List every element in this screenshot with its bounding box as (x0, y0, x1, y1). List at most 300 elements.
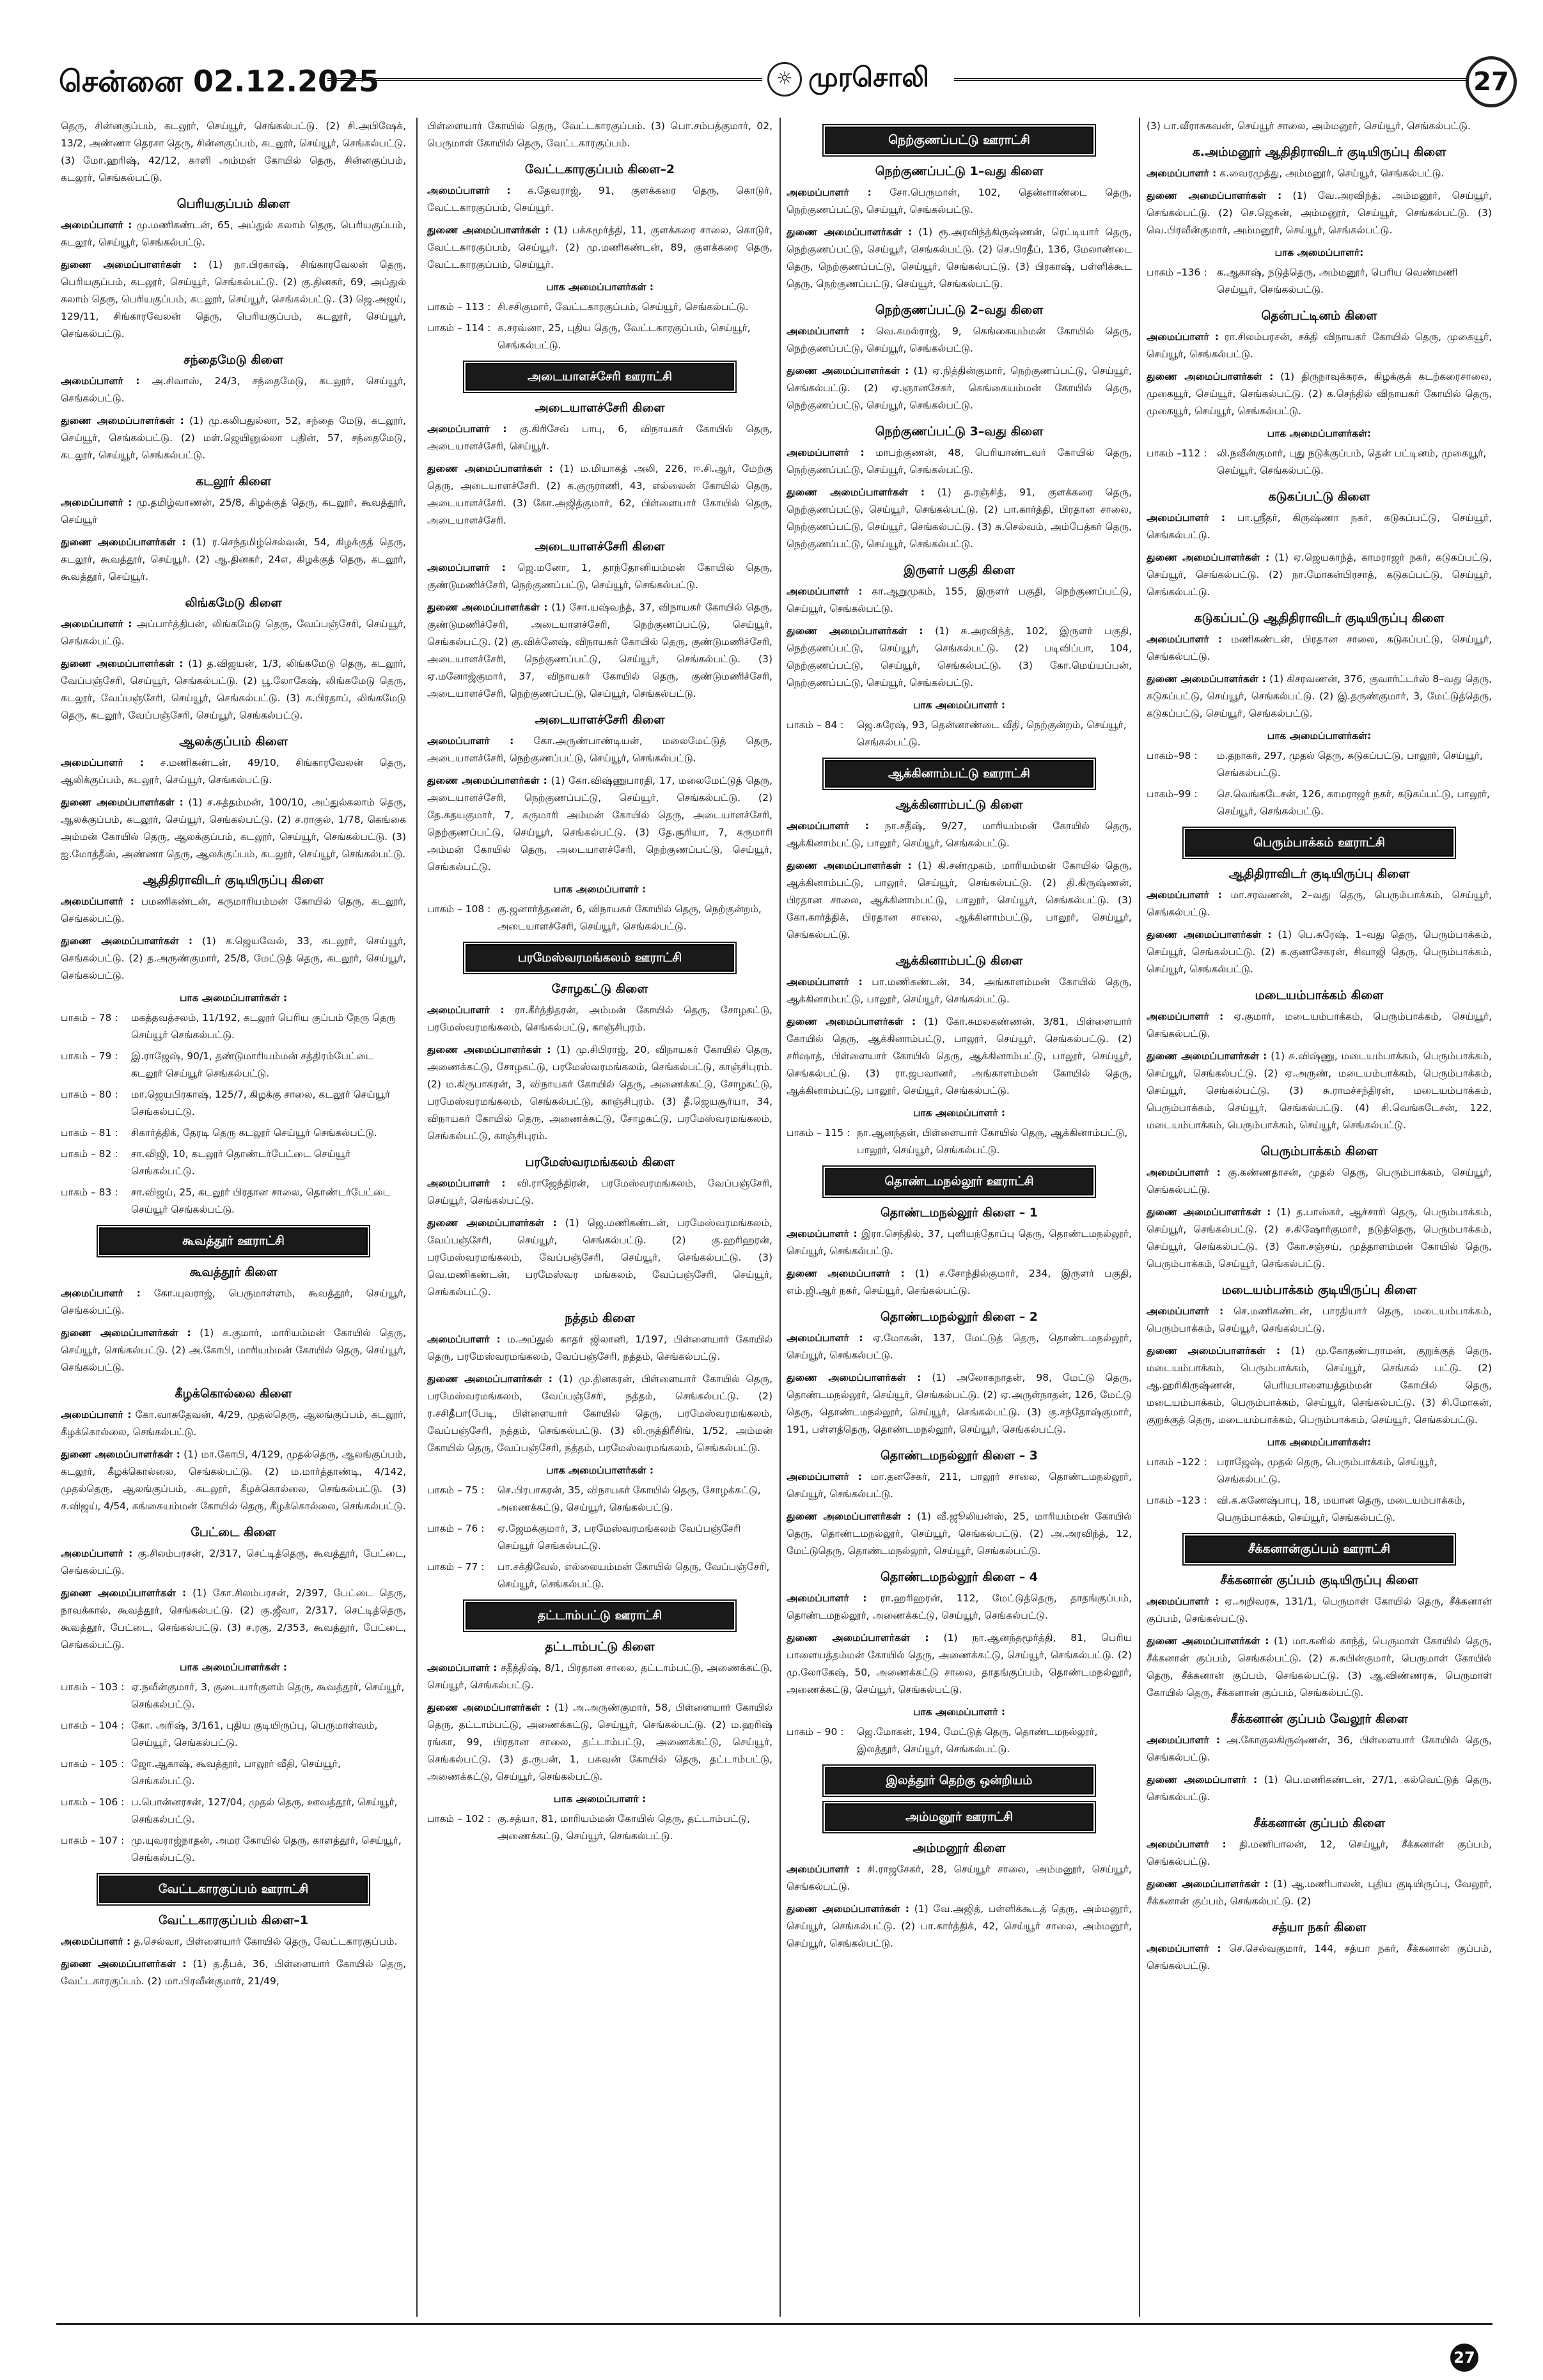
role-label: அமைப்பாளர் : (787, 586, 863, 597)
entry-paragraph (1147, 926, 1492, 978)
branch-heading: சத்யா நகர் கிளை (1272, 1920, 1367, 1934)
ward-row (427, 320, 772, 354)
subheading: பாக அமைப்பாளர்கள் : (545, 1465, 654, 1476)
branch-heading: ஆக்கினாம்பட்டு கிளை (895, 798, 1023, 812)
entry-paragraph (1147, 509, 1492, 544)
entry-paragraph (787, 1629, 1132, 1699)
entry-paragraph (427, 599, 772, 703)
entry-paragraph (61, 373, 406, 407)
ward-text: கோ. அரிஷ், 3/161, புதிய குடியிருப்பு, பெருமாள்வம், செய்யூர், செங்கல்பட்டு. (131, 1720, 378, 1748)
ward-label: பாகம் –122 : (1147, 1456, 1207, 1468)
role-label: அமைப்பாளர் : (1147, 1167, 1221, 1178)
entry-text: மா.தனசேகர், 211, பாலூர் சாலை, தொண்டமநல்லூர், செய்யூர், செங்கல்பட்டு. (787, 1471, 1132, 1500)
ward-row (1147, 264, 1492, 299)
entry-paragraph (61, 1933, 406, 1950)
entry-text: வெ.கமல்ராஜ், 9, கெங்கையம்மன் கோயில் தெரு, நெற்குணப்பட்டு, செய்யூர், செங்கல்பட்டு. (787, 325, 1132, 354)
entry-paragraph (787, 1901, 1132, 1952)
entry-text: (1) அலோகநாதன், 98, மேட்டு தெரு, தொண்டமநல்லூர், செய்யூர், செங்கல்பட்டு. (2) ஏ.அருள்நாதன், 126, மேட்டு தெரு, தொண்டமநல்லூர், செய்யூர், செங்கல்பட்டு. (3) கு.சந்தோஷ்குமார், 191, பள்ளத்தெரு, தொண்டமநல்லூர், செய்யூர், செங்கல்பட்டு. (787, 1372, 1132, 1435)
ward-text: பா.சக்திவேல், எல்லையம்மன் கோயில் தெரு, வேப்பஞ்சேரி, செய்யூர், செங்கல்பட்டு. (497, 1561, 770, 1590)
entry-text: க.தேவராஜ், 91, குளக்கரை தெரு, கொடுர், வேட்டகாரகுப்பம், செய்யூர். (427, 185, 772, 214)
entry-text: தெரு, சின்னகுப்பம், கடலூர், செய்யூர், செங்கல்பட்டு. (2) சி.அபிஷேக், 13/2, அண்ணா தெரசா தெரு, சின்னகுப்பம், கடலூர், செய்யூர், செங்கல்பட்டு. (3) மோ.ஹரிஷ், 42/12, காளி அம்மன் கோயில் தெரு, சின்னகுப்பம், கடலூர், செங்கல்பட்டு. (61, 120, 406, 183)
role-label: துணை அமைப்பாளர்கள் : (787, 1511, 911, 1522)
entry-text: ஜெ.மனோ, 1, தாந்தோனியம்மன் கோயில் தெரு, குண்டுமணிச்சேரி, நெற்குணப்பட்டு, செய்யூர், செங்கல்பட்டு. (427, 562, 772, 591)
role-label: துணை அமைப்பாளர்கள் : (427, 224, 549, 236)
role-label: அமைப்பாளர் : (427, 735, 514, 747)
branch-heading: மடையம்பாக்கம் கிளை (1255, 988, 1384, 1002)
ward-text: ஏ.நவீன்குமார், 3, குடையார்குளம் தெரு, கூவத்தூர், செய்யூர், செங்கல்பட்டு. (131, 1681, 405, 1710)
branch-heading: தென்பட்டினம் கிளை (1261, 309, 1377, 323)
entry-text: ஏ.மோகன், 137, மேட்டுத் தெரு, தொண்டமநல்லூர், செய்யூர், செங்கல்பட்டு. (787, 1332, 1132, 1361)
branch-heading: சீக்கனான் குப்பம் வேலூர் கிளை (1230, 1712, 1408, 1726)
entry-paragraph (1147, 368, 1492, 420)
entry-text: (1) மு.கோதண்டராமன், குறுக்குத் தெரு, மடையம்பாக்கம், பெரும்பாக்கம், செய்யூர், செங்கல் பட்டு. (2) ஆ.ஹரிகிருஷ்ணன், பெரியபாளையத்தம்மன் கோயில் தெரு, மடையம்பாக்கம், பெரும்பாக்கம், செய்யூர், செங்கல்பட்டு. (3) சி.மோகன், குறுக்குத் தெரு, மடையம்பாக்கம், பெரும்பாக்கம், செய்யூர், செங்கல்பட்டு. (1147, 1345, 1492, 1426)
ward-text: ஜெ.சுரேஷ், 93, தென்னாண்டை வீதி, நெற்குன்றம், செய்யூர், செங்கல்பட்டு. (857, 719, 1127, 748)
branch-heading: அடையாளச்சேரி கிளை (535, 401, 665, 415)
entry-text: (1) ம.மியாகத் அலி, 226, ஈ.சி.ஆர், மேற்கு தெரு, அடையாளச்சேரி. (2) க.குருராணி, 43, எல்லைன் கோயில் தெரு, அடையாளச்சேரி. (3) கோ.அஜித்குமார், 62, பிள்ளையார் கோயில் தெரு, அடையாளச்சேரி. (427, 463, 772, 526)
entry-text: சதீத்திஷ், 8/1, பிரதான சாலை, தட்டாம்பட்டு, அணைக்கட்டு, செய்யூர், செங்கல்பட்டு. (427, 1662, 772, 1691)
subheading: பாக அமைப்பாளர் : (912, 1107, 1006, 1119)
entry-text: செ.மணிகண்டன், பாரதியார் தெரு, மடையம்பாக்கம், பெரும்பாக்கம், செய்யூர், செங்கல்பட்டு. (1147, 1305, 1492, 1334)
role-label: அமைப்பாளர் : (787, 1471, 863, 1482)
role-label: துணை அமைப்பாளர்கள் : (427, 1044, 551, 1055)
entry-text: (3) பா.வீராசுகவன், செய்யூர் சாலை, அம்மனூர், செய்யூர், செங்கல்பட்டு. (1147, 120, 1471, 132)
branch-heading: தொண்டமநல்லூர் கிளை – 4 (880, 1570, 1038, 1584)
branch-heading: ஆக்கினாம்பட்டு கிளை (895, 954, 1023, 968)
masthead (59, 60, 1509, 101)
entry-paragraph (61, 655, 406, 724)
entry-text: கோ.யுவராஜ், பெருமாள்ளம், கூவத்தூர், செய்யூர், செங்கல்பட்டு. (61, 1287, 406, 1316)
entry-paragraph (427, 559, 772, 594)
role-label: துணை அமைப்பாளர்கள் : (787, 1903, 909, 1915)
entry-paragraph (427, 1371, 772, 1457)
entry-paragraph (427, 421, 772, 455)
entry-text: சோ.பெருமாள், 102, தென்னாண்டை தெரு, நெற்குணப்பட்டு, செய்யூர், செங்கல்பட்டு. (787, 187, 1132, 215)
entry-paragraph (1147, 1048, 1492, 1134)
ward-label: பாகம் – 78 : (61, 1012, 118, 1023)
ward-text: ப.பொன்னரசன், 127/04, முதல் தெரு, ஊவத்தூர், செய்யூர், செங்கல்பட்டு. (131, 1796, 398, 1825)
ward-row (1147, 1492, 1492, 1527)
role-label: துணை அமைப்பாளர்கள் : (787, 1632, 929, 1644)
ward-row (1147, 786, 1492, 820)
ward-row (61, 1124, 406, 1142)
ward-text: வி.க.கணேஷ்பாபு, 18, மயான தெரு, மடையம்பாக்கம், பெரும்பாக்கம், செய்யூர், செங்கல்பட்டு. (1217, 1495, 1466, 1523)
entry-text: பா.மணிகண்டன், 34, அங்காளம்மன் கோயில் தெரு, ஆக்கினாம்பட்டு, பாலூர், செய்யூர், செங்கல்பட்டு. (787, 976, 1132, 1005)
column-divider (779, 118, 781, 2317)
entry-text: பிள்ளையார் கோயில் தெரு, வேட்டகாரகுப்பம். (3) பொ.சம்பத்குமார், 02, பெருமாள் கோயில் தெரு, வேட்டகாரகுப்பம். (427, 120, 772, 149)
entry-text: (1) சு.அரவிந்த், 102, இருளர் பகுதி, நெற்குணப்பட்டு, செய்யூர், செங்கல்பட்டு. (2) படிவிப்பா, 104, நெற்குணப்பட்டு, செய்யூர், செங்கல்பட்டு. (3) கோ.மெய்யப்பன், நெற்குணப்பட்டு, செய்யூர், செங்கல்பட்டு. (787, 625, 1132, 688)
role-label: அமைப்பாளர் : (787, 325, 865, 337)
ward-label: பாகம் – 114 : (427, 322, 491, 334)
role-label: அமைப்பாளர் : (61, 1409, 132, 1420)
panchayat-banner: சீக்கனான்குப்பம் ஊராட்சி (1185, 1536, 1453, 1563)
role-label: அமைப்பாளர் : (1147, 1011, 1224, 1022)
ward-text: கு.சத்யா, 81, மாரியம்மன் கோயில் தெரு, தட்டாம்பட்டு, அணைக்கட்டு, செய்யூர், செங்கல்பட்டு. (497, 1813, 751, 1842)
masthead-rule-right (954, 78, 1478, 81)
role-label: அமைப்பாளர் : (61, 219, 132, 231)
ward-row (61, 1755, 406, 1790)
entry-paragraph (787, 1225, 1132, 1260)
entry-text: (1) பெ.மணிகண்டன், 27/1, கல்வெட்டுத் தெரு, செங்கல்பட்டு. (1147, 1774, 1492, 1803)
entry-text: ஏ.குமார், மடையம்பாக்கம், பெரும்பாக்கம், செய்யூர், செங்கல்பட்டு. (1147, 1011, 1492, 1039)
entry-text: (1) நா.பிரகாஷ், சிங்காரவேலன் தெரு, பெரியகுப்பம், கடலூர், செய்யூர், செங்கல்பட்டு. (2) கு.தினகர், 69, அப்துல் கலாம் தெரு, பெரியகுப்பம், கடலூர், செய்யூர், செங்கல்பட்டு. (3) ஜெ.அஜய், 129/11, சிங்காரவேலன் தெரு, பெரியகுப்பம், கடலூர், செய்யூர், செங்கல்பட்டு. (61, 259, 406, 339)
ward-text: செ.பிரபாகரன், 35, விநாயகர் கோயில் தெரு, சோழக்கட்டு, அணைக்கட்டு, செய்யூர், செங்கல்பட்டு. (497, 1484, 761, 1513)
entry-text: த.செல்வா, பிள்ளையார் கோயில் தெரு, வேட்டகாரகுப்பம். (134, 1936, 398, 1947)
entry-text: (1) நா.ஆனந்தமூர்த்தி, 81, பெரிய பாளையத்தம்மன் கோயில் தெரு, அணைக்கட்டு, செய்யூர், செங்கல்பட்டு. (2) மு.லோகேஷ், 50, அணைக்கட்டு சாலை, தாதங்குப்பம், தொண்டமநல்லூர், அணைக்கட்டு, செய்யூர், செங்கல்பட்டு. (787, 1632, 1132, 1695)
role-label: அமைப்பாளர் : (787, 447, 865, 458)
subheading: பாக அமைப்பாளர் : (553, 883, 646, 895)
role-label: துணை அமைப்பாளர்கள் : (1147, 1206, 1271, 1218)
entry-paragraph (61, 1325, 406, 1376)
entry-text: ரா.கீர்த்திதரன், அம்மன் கோயில் தெரு, சோழகட்டு, பரமேஸ்வரமங்கலம், செங்கல்பட்டு, காஞ்சிபுரம். (427, 1004, 772, 1033)
entry-text: (1) கிசரவணன், 376, குவார்ட்டர்ஸ் 8–வது தெரு, கடுகப்பட்டு, செய்யூர், செங்கல்பட்டு. (2) இ.தருண்குமார், 3, மேட்டுத்தெரு, கடுகப்பட்டு, செய்யூர், செங்கல்பட்டு. (1147, 673, 1492, 719)
role-label: அமைப்பாளர் : (61, 757, 144, 768)
entry-paragraph (787, 623, 1132, 692)
branch-heading: இருளர் பகுதி கிளை (904, 563, 1015, 577)
entry-text: (1) ஏ.ஜெயகாந்த், காமராஜர் நகர், கடுகப்பட்டு, செய்யூர், செங்கல்பட்டு. (2) நா.மோகன்பிரசாத், கடுகப்பட்டு, செய்யூர், செங்கல்பட்டு. (1147, 552, 1492, 598)
branch-heading: ஆலக்குப்பம் கிளை (179, 735, 288, 749)
branch-heading: பரமேஸ்வரமங்கலம் கிளை (525, 1155, 675, 1169)
entry-text: (1) ர.செந்தமிழ்செல்வன், 54, கிழக்குத் தெரு, கடலூர், கூவத்தூர், செய்யூர். (2) ஆ.தினகர், 24எ, கிழக்குத் தெரு, கடலூர், கூவத்தூர், செய்யூர். (61, 536, 406, 582)
branch-heading: நெற்குணப்பட்டு 3–வது கிளை (875, 424, 1044, 439)
entry-text: (1) க.ஜெயவேல், 33, கடலூர், செய்யூர், செங்கல்பட்டு. (2) த.அருண்குமார், 25/8, மேட்டுத் தெரு, கடலூர், செய்யூர், செங்கல்பட்டு. (61, 935, 406, 981)
entry-text: பமணிகண்டன், கருமாரியம்மன் கோயில் தெரு, கடலூர், செங்கல்பட்டு. (61, 896, 406, 924)
column-2 (427, 118, 772, 2317)
entry-paragraph (1147, 1876, 1492, 1910)
subheading: பாக அமைப்பாளர் : (912, 699, 1006, 711)
subheading: பாக அமைப்பாளர் : (912, 1706, 1006, 1718)
entry-text: (1) வீ.ஜூலியன்ஸ், 25, மாரியம்மன் கோயில் தெரு, தொண்டமநல்லூர், செய்யூர், செங்கல்பட்டு. (2) அ.அரவிந்த், 12, மேட்டுதெரு, தொண்டமநல்லூர், செய்யூர், செங்கல்பட்டு. (787, 1511, 1132, 1557)
role-label: அமைப்பாளர் : (61, 896, 134, 907)
role-label: துணை அமைப்பாளர் : (1147, 1774, 1258, 1785)
role-label: துணை அமைப்பாளர்கள் : (1147, 1050, 1267, 1062)
role-label: துணை அமைப்பாளர்கள் : (61, 797, 184, 808)
entry-text: (1) த.விஜயன், 1/3, லிங்கமேடு தெரு, கடலூர், வேப்பஞ்சேரி, செய்யூர், செங்கல்பட்டு. (2) பூ.லோகேஷ், லிங்கமேடு தெரு, கடலூர், வேப்பஞ்சேரி, செய்யூர், செங்கல்பட்டு. (3) க.பிரதாப், லிங்கமேடு தெரு, கடலூர், வேப்பஞ்சேரி, செய்யூர், செங்கல்பட்டு. (61, 658, 406, 721)
branch-heading: சந்தைமேடு கிளை (183, 353, 284, 367)
role-label: துணை அமைப்பாளர்கள் : (787, 625, 923, 637)
branch-heading: தொண்டமநல்லூர் கிளை – 2 (880, 1310, 1038, 1324)
ward-label: பாகம் – 75 : (427, 1484, 485, 1496)
entry-text: கு.கண்ணதாசன், முதல் தெரு, பெரும்பாக்கம், செய்யூர், செங்கல்பட்டு. (1147, 1167, 1492, 1195)
role-label: துணை அமைப்பாளர்கள் : (1147, 929, 1272, 940)
role-label: துணை அமைப்பாளர்கள் : (787, 1372, 921, 1383)
entry-text: மா.சரவணன், 2–வது தெரு, பெரும்பாக்கம், செய்யூர், செங்கல்பட்டு. (1147, 889, 1492, 918)
role-label: அமைப்பாளர் : (427, 1662, 497, 1674)
panchayat-banner: நெற்குணப்பட்டு ஊராட்சி (825, 127, 1093, 154)
newspaper-brand (767, 61, 959, 97)
column-4 (1147, 118, 1492, 2317)
entry-paragraph (61, 1285, 406, 1319)
entry-text: (1) கி.சண்முகம், மாரியம்மன் கோயில் தெரு, ஆக்கினாம்பட்டு, பாலூர், செய்யூர், செங்கல்பட்டு. (2) தி.கிருஷ்ணன், பிரதான சாலை, ஆக்கினாம்பட்டு, பாலூர், செய்யூர், செங்கல்பட்டு. (3) கோ.கார்த்திக், பிரதான சாலை, ஆக்கினாம்பட்டு, பாலூர், செய்யூர், செங்கல்பட்டு. (787, 860, 1132, 940)
panchayat-banner: ஆக்கினாம்பட்டு ஊராட்சி (825, 760, 1093, 788)
ward-text: மா.ஜெயபிரகாஷ், 125/7, கிழக்கு சாலை, கடலூர் செய்யூர் செங்கல்பட்டு. (131, 1089, 391, 1117)
role-label: அமைப்பாளர் : (427, 562, 506, 573)
ward-row (61, 1048, 406, 1082)
entry-text: கோ.வாசுதேவன், 4/29, முதல்தெரு, ஆலங்குப்பம், கடலூர், கீழக்கொல்லை, செங்கல்பட்டு. (61, 1409, 406, 1438)
ward-text: ஜோ.ஆகாஷ், கூவத்தூர், பாலூர் வீதி, செய்யூர், செங்கல்பட்டு. (131, 1758, 341, 1787)
entry-text: (1) த.ரஞ்சித், 91, குளக்கரை தெரு, நெற்குணப்பட்டு, செய்யூர், செங்கல்பட்டு. (2) பா.கார்த்தி, பிரதான சாலை, நெற்குணப்பட்டு, செய்யூர், செங்கல்பட்டு. (3) சு.செல்வம், அம்பேத்கர் தெரு, நெற்குணப்பட்டு, செய்யூர், செங்கல்பட்டு. (787, 486, 1132, 550)
entry-text: க.வைரமுத்து, அம்மனூர், செய்யூர், செங்கல்பட்டு. (1219, 167, 1445, 179)
branch-heading: தொண்டமநல்லூர் கிளை – 3 (880, 1449, 1038, 1463)
ward-row (427, 1559, 772, 1593)
panchayat-banner: அடையாளச்சேரி ஊராட்சி (466, 363, 734, 391)
ward-row (61, 1009, 406, 1044)
entry-text: (1) மா.கோபி, 4/129, முதல்தெரு, ஆலங்குப்பம், கடலூர், கீழக்கொல்லை, செங்கல்பட்டு. (2) ம.மார்த்தாண்டி, 4/142, முதல்தெரு, ஆலங்குப்பம், கடலூர், கீழக்கொல்லை, செங்கல்பட்டு. (3) ச.விஜய், 4/54, கங்கையம்மன் கோயில் தெரு, கீழக்கொல்லை, செங்கல்பட்டு. (61, 1449, 406, 1512)
role-label: அமைப்பாளர் : (61, 1936, 131, 1947)
ward-label: பாகம் – 102 : (427, 1813, 491, 1824)
role-label: துணை அமைப்பாளர்கள் : (61, 658, 184, 669)
ward-row (427, 1810, 772, 1845)
ward-text: செ.வெங்கடேசன், 126, காமராஜர் நகர், கடுகப்பட்டு, பாலூர், செய்யூர், செங்கல்பட்டு. (1217, 788, 1490, 817)
ward-text: கு.ஜனார்த்தனன், 6, விநாயகர் கோயில் தெரு, நெற்குன்றம், அடையாளச்சேரி, செய்யூர், செங்கல்பட்டு. (497, 903, 762, 932)
branch-heading: பேட்டை கிளை (191, 1525, 276, 1539)
entry-text: (1) மா.கனில் காந்த், பெருமாள் கோயில் தெரு, சீக்கனான் குப்பம், செங்கல்பட்டு. (2) க.சுபின்குமார், பெருமாள் கோயில் தெரு, சீக்கனான் குப்பம், செங்கல்பட்டு. (3) ஆ.விண்ணரசு, பெருமாள் கோயில் தெரு, சீக்கனான் குப்பம், செங்கல்பட்டு. (1147, 1635, 1492, 1699)
entry-text: (1) சு.விஷ்ணு, மடையம்பாக்கம், பெரும்பாக்கம், செய்யூர், செங்கல்பட்டு. (2) ஏ.அருண், மடையம்பாக்கம், பெரும்பாக்கம், செய்யூர், செங்கல்பட்டு. (3) சு.ராமச்சந்திரன், மடையம்பாக்கம், பெரும்பாக்கம், செய்யூர், செங்கல்பட்டு. (4) சி.வெங்கடேசன், 122, மடையம்பாக்கம், பெரும்பாக்கம், செய்யூர், செங்கல்பட்டு. (1147, 1050, 1492, 1131)
entry-text: அ.சிவாஸ், 24/3, சந்தைமேடு, கடலூர், செய்யூர், செங்கல்பட்டு. (61, 375, 406, 404)
entry-text: (1) மு.சிபிராஜ், 20, விநாயகர் கோயில் தெரு, அணைக்கட்டு, சோழகட்டு, பரமேஸ்வரமங்கலம், செங்கல்பட்டு, காஞ்சிபுரம். (2) ம.கிருபாகரன், 3, விநாயகர் கோயில் தெரு, அணைக்கட்டு, சோழகட்டு, பரமேஸ்வரமங்கலம், செங்கல்பட்டு, காஞ்சிபுரம். (3) தீ.ஜெயசூர்யா, 34, விநாயகர் கோயில் தெரு, அணைக்கட்டு, சோழகட்டு, பரமேஸ்வரமங்கலம், செங்கல்பட்டு, காஞ்சிபுரம். (427, 1044, 772, 1142)
entry-paragraph (61, 1545, 406, 1580)
role-label: துணை அமைப்பாளர்கள் : (427, 1217, 557, 1229)
entry-paragraph (787, 1590, 1132, 1624)
role-label: அமைப்பாளர் : (787, 1228, 858, 1240)
ward-text: இ.ராஜேஷ், 90/1, தண்டுமாரியம்மன் சத்திரம்பேட்டை கடலூர் செய்யூர் செங்கல்பட்டு. (131, 1050, 374, 1079)
entry-text: தி.மணிபாலன், 12, செய்யூர், சீக்கனான் குப்பம், செங்கல்பட்டு. (1147, 1839, 1492, 1867)
role-label: அமைப்பாளர் : (427, 185, 511, 196)
ward-label: பாகம் – 84 : (787, 719, 844, 731)
entry-paragraph (61, 118, 406, 187)
entry-text: ம.அப்துல் காதர் ஜிலானி, 1/197, பிள்ளையார் கோயில் தெரு, பரமேஸ்வரமங்கலம், வேப்பஞ்சேரி, நத்தம், செங்கல்பட்டு. (427, 1334, 772, 1362)
role-label: அமைப்பாளர் : (1147, 512, 1226, 524)
ward-label: பாகம் – 83 : (61, 1186, 118, 1198)
role-label: துணை அமைப்பாளர்கள் : (787, 226, 912, 238)
ward-row (1147, 445, 1492, 479)
role-label: துணை அமைப்பாளர்கள் : (1147, 1635, 1269, 1647)
role-label: துணை அமைப்பாளர்கள் : (427, 602, 548, 613)
entry-paragraph (1147, 1593, 1492, 1628)
entry-paragraph (1147, 887, 1492, 921)
role-label: துணை அமைப்பாளர்கள் : (1147, 190, 1282, 201)
ward-label: பாகம் – 104 : (61, 1720, 125, 1731)
role-label: அமைப்பாளர் : (61, 618, 132, 630)
branch-heading: கடுகப்பட்டு கிளை (1268, 490, 1370, 504)
entry-paragraph (427, 772, 772, 876)
panchayat-banner: பரமேஸ்வரமங்கலம் ஊராட்சி (466, 944, 734, 972)
role-label: துணை அமைப்பாளர்கள் : (787, 365, 909, 377)
column-divider (416, 118, 418, 2317)
subheading: பாக அமைப்பாளர்கள்: (1267, 730, 1372, 742)
role-label: அமைப்பாளர் : (1147, 1596, 1219, 1607)
entry-paragraph (1147, 1633, 1492, 1702)
ward-text: பராஜேஷ், முதல் தெரு, பெரும்பாக்கம், செய்யூர், செங்கல்பட்டு. (1217, 1456, 1437, 1485)
panchayat-banner: பெரும்பாக்கம் ஊராட்சி (1185, 829, 1453, 857)
entry-paragraph (61, 933, 406, 984)
ward-label: பாகம் – 77 : (427, 1561, 485, 1573)
ward-text: ம.தநாகர், 297, முதல் தெரு, கடுகப்பட்டு, பாலூர், செய்யூர், செங்கல்பட்டு. (1217, 750, 1483, 779)
subheading: பாக அமைப்பாளர்கள்: (1267, 1436, 1372, 1448)
entry-text: (1) ச.சுத்தம்மன், 100/10, அப்துல்கலாம் தெரு, ஆலக்குப்பம், கடலூர், செய்யூர், செங்கல்பட்டு. (2) ச.ராகுல், 1/78, கெங்கை அம்மன் கோயில் தெரு, ஆலக்குப்பம், கடலூர், செய்யூர், செங்கல்பட்டு. (3) ஐ.மோத்தீஸ், அண்ணா தெரு, ஆலக்குப்பம், கடலூர், செய்யூர், செங்கல்பட்டு. (61, 797, 406, 860)
branch-heading: வேட்டகாரகுப்பம் கிளை–1 (158, 1913, 309, 1927)
panchayat-banner: வேட்டகாரகுப்பம் ஊராட்சி (99, 1876, 368, 1903)
role-label: துணை அமைப்பாளர்கள் : (61, 935, 193, 947)
entry-text: (1) திருநாவுக்கரசு, கிழக்குக் கடற்கரைசாலை, முகையூர், செய்யூர், செங்கல்பட்டு. (2) க.செந்தில் விநாயகர் கோயில் தெரு, முகையூர், செய்யூர், செங்கல்பட்டு. (1147, 371, 1492, 417)
entry-text: (1) பக்கமூர்த்தி, 11, குளக்கரை சாலை, கொடுர், வேட்டகாரகுப்பம், செய்யூர். (2) மு.மணிகண்டன், 89, குளக்கரை தெரு, வேட்டகாரகுப்பம், செய்யூர். (427, 224, 772, 270)
entry-text: (1) ரூ.அரவிந்த்கிருஷ்ணன், ரெட்டியார் தெரு, நெற்குணப்பட்டு, செய்யூர், செங்கல்பட்டு. (2) செ.பிரதீப், 136, மேலாண்டை தெரு, நெற்குணப்பட்டு, செய்யூர், செங்கல்பட்டு. (3) பிரகாஷ், பள்ளிக்கூட தெரு, நெற்குணப்பட்டு, செய்யூர், செங்கல்பட்டு. (787, 226, 1132, 290)
entry-text: இரா.செந்தில், 37, புளியந்தோப்பு தெரு, தொண்டமநல்லூர், செய்யூர், செங்கல்பட்டு. (787, 1228, 1132, 1257)
footer-page-number: 27 (1450, 2344, 1478, 2372)
branch-heading: ஆதிதிராவிடர் குடியிருப்பு கிளை (1228, 867, 1410, 881)
branch-heading: லிங்கமேடு கிளை (185, 596, 282, 610)
ward-text: ஜெ.மோகன், 194, மேட்டுத் தெரு, தொண்டமநல்லூர், இலத்தூர், செய்யூர், செங்கல்பட்டு. (857, 1726, 1098, 1755)
panchayat-banner: தட்டாம்பட்டு ஊராட்சி (466, 1602, 734, 1629)
entry-paragraph (61, 412, 406, 464)
ward-row (427, 901, 772, 935)
ward-label: பாகம் –136 : (1147, 267, 1207, 278)
entry-paragraph (787, 583, 1132, 618)
branch-heading: அம்மனூர் கிளை (912, 1841, 1006, 1855)
entry-paragraph (787, 484, 1132, 553)
rising-sun-logo-icon: ☼ (767, 62, 802, 97)
role-label: துணை அமைப்பாளர்கள் : (61, 259, 197, 270)
ward-text: சிகார்த்திக், தேரடி தெரு கடலூர் செய்யூர் செங்கல்பட்டு. (131, 1127, 377, 1139)
entry-paragraph (427, 118, 772, 152)
entry-paragraph (1147, 165, 1492, 182)
panchayat-banner: தொண்டமநல்லூர் ஊராட்சி (825, 1168, 1093, 1195)
ward-label: பாகம் – 79 : (61, 1050, 118, 1062)
branch-heading: நெற்குணப்பட்டு 1–வது கிளை (875, 164, 1044, 178)
role-label: துணை அமைப்பாளர்கள் : (1147, 371, 1274, 382)
entry-paragraph (427, 733, 772, 767)
entry-text: (1) வே.அஜித், பள்ளிக்கூடத் தெரு, அம்மனூர், செய்யூர், செங்கல்பட்டு. (2) பா.கார்த்திக், 42, செய்யூர் சாலை, அம்மனூர், செய்யூர், செங்கல்பட்டு. (787, 1903, 1132, 1949)
entry-paragraph (1147, 118, 1492, 135)
ward-text: சா.விஜி, 10, கடலூர் தொண்டர்பேட்டை செய்யூர் செங்கல்பட்டு. (131, 1148, 351, 1177)
branch-heading: பெரியகுப்பம் கிளை (176, 197, 290, 211)
entry-paragraph (427, 1002, 772, 1036)
role-label: துணை அமைப்பாளர்கள் : (1147, 673, 1266, 685)
entry-paragraph (1147, 187, 1492, 239)
entry-text: ரா.ஹரிஹரன், 112, மேட்டுத்தெரு, தாதங்குப்பம், தொண்டமநல்லூர், அணைக்கட்டு, செய்யூர், செங்கல்பட்டு. (787, 1592, 1132, 1621)
ward-row (61, 1146, 406, 1180)
entry-text: (1) ச.சோந்தில்குமார், 234, இருளர் பகுதி, எம்.ஜி.ஆர் நகர், செய்யூர், செங்கல்பட்டு. (787, 1268, 1132, 1296)
ward-text: சா.விஜய், 25, கடலூர் பிரதான சாலை, தொண்டர்பேட்டை செய்யூர் செங்கல்பட்டு. (131, 1186, 391, 1215)
entry-paragraph (1147, 1303, 1492, 1337)
entry-text: ச.மணிகண்டன், 49/10, சிங்காரவேலன் தெரு, ஆலிக்குப்பம், கடலூர், செய்யூர், செங்கல்பட்டு. (61, 757, 406, 786)
ward-text: மு.யுவராஜ்நாதன், அமர கோயில் தெரு, காளத்தூர், செய்யூர், செங்கல்பட்டு. (131, 1835, 402, 1863)
subheading: பாக அமைப்பாளர்: (1274, 247, 1364, 258)
role-label: துணை அமைப்பாளர்கள் : (61, 415, 184, 426)
masthead-rule-left (327, 78, 762, 81)
branch-heading: சீக்கனான் குப்பம் கிளை (1253, 1816, 1385, 1830)
ward-row (427, 1520, 772, 1555)
entry-paragraph (1147, 1164, 1492, 1199)
subheading: பாக அமைப்பாளர் : (553, 1793, 646, 1805)
entry-text: (1) மு.தினகரன், பிள்ளையார் கோயில் தெரு, பரமேஸ்வரமங்கலம், வேப்பஞ்சேரி, நத்தம், செங்கல்பட்டு. (2) ர.சசிதீபா(பேடி, பிள்ளையார் கோயில் தெரு, பரமேஸ்வரமங்கலம், வேப்பஞ்சேரி, நத்தம், செங்கல்பட்டு. (3) லி.ருத்திரீசிங், 1/52, அம்மன் கோயில் தெரு, வேப்பஞ்சேரி, நத்தம், பரமேஸ்வரமங்கலம், செங்கல்பட்டு. (427, 1373, 772, 1454)
entry-text: மு.தமிழ்வாணன், 25/8, கிழக்குத் தெரு, கடலூர், கூவத்தூர், செய்யூர் (61, 497, 406, 525)
entry-paragraph (1147, 329, 1492, 363)
entry-text: (1) அ.அருண்குமார், 58, பிள்ளையார் கோயில் தெரு, தட்டாம்பட்டு, அணைக்கட்டு, செய்யூர், செங்கல்பட்டு. (2) ம.ஹரிஷ் ரங்கா, 99, பிரதான சாலை, தட்டாம்பட்டு, அணைக்கட்டு, செய்யூர், செங்கல்பட்டு. (3) த.ருபன், 1, பசுவன் கோயில் தெரு, தட்டாம்பட்டு, அணைக்கட்டு, செய்யூர், செங்கல்பட்டு. (427, 1702, 772, 1782)
role-label: துணை அமைப்பாளர்கள் : (787, 486, 925, 498)
ward-text: க.ஆகாஷ், நடுத்தெரு, அம்மனூர், பெரிய வெண்மணி செய்யூர், செங்கல்பட்டு. (1217, 267, 1458, 295)
role-label: அமைப்பாளர் : (1147, 1839, 1226, 1850)
role-label: அமைப்பாளர் : (787, 1592, 867, 1604)
ward-label: பாகம் – 107 : (61, 1835, 125, 1846)
branch-heading: அடையாளச்சேரி கிளை (535, 713, 665, 727)
role-label: துணை அமைப்பாளர்கள் : (427, 1702, 550, 1713)
role-label: துணை அமைப்பாளர்கள் : (787, 860, 912, 871)
entry-paragraph (1147, 1342, 1492, 1429)
entry-text: கோ.அருண்பாண்டியன், மலைமேட்டுத் தெரு, அடையாளச்சேரி, நெற்குணப்பட்டு, செய்யூர், செங்கல்பட்டு. (427, 735, 772, 764)
entry-text: (1) ஏ.நித்தின்குமார், நெற்குணப்பட்டு, செய்யூர், செங்கல்பட்டு. (2) ஏ.ஞானசேகர், கெங்கையம்மன் கோயில் தெரு, நெற்குணப்பட்டு, செய்யூர், செங்கல்பட்டு. (787, 365, 1132, 411)
entry-paragraph (427, 1331, 772, 1365)
branch-heading: கடலூர் கிளை (196, 474, 271, 488)
role-label: அமைப்பாளர் : (427, 1334, 501, 1345)
branch-heading: கடுகப்பட்டு ஆதிதிராவிடர் குடியிருப்பு கிளை (1194, 611, 1445, 625)
role-label: அமைப்பாளர் : (787, 187, 872, 198)
branch-heading: சோழகட்டு கிளை (551, 982, 648, 996)
branch-heading: சீக்கனான் குப்பம் குடியிருப்பு கிளை (1220, 1573, 1418, 1587)
entry-paragraph (1147, 1836, 1492, 1871)
entry-paragraph (787, 1330, 1132, 1364)
entry-paragraph (787, 818, 1132, 852)
entry-paragraph (427, 1175, 772, 1209)
entry-text: ஏ.அறிவரசு, 131/1, பெருமாள் கோயில் தெரு, சீக்கனான் குப்பம், செங்கல்பட்டு. (1147, 1596, 1492, 1624)
entry-paragraph (427, 1215, 772, 1301)
entry-paragraph (787, 184, 1132, 219)
ward-row (61, 1717, 406, 1752)
ward-label: பாகம் – 80 : (61, 1089, 118, 1100)
ward-row (61, 1832, 406, 1867)
role-label: அமைப்பாளர் : (61, 375, 140, 387)
role-label: அமைப்பாளர் : (427, 1178, 506, 1189)
entry-text: கா.ஆறுமுகம், 155, இருளர் பகுதி, நெற்குணப்பட்டு, செய்யூர், செங்கல்பட்டு. (787, 586, 1132, 614)
ward-row (427, 299, 772, 316)
entry-paragraph (787, 1369, 1132, 1438)
ward-row (61, 1679, 406, 1713)
issue-date: சென்னை 02.12.2025 (59, 64, 380, 98)
entry-paragraph (1147, 671, 1492, 722)
panchayat-banner: இலத்தூர் தெற்கு ஒன்றியம் (825, 1767, 1093, 1794)
entry-text: நா.சதீஷ், 9/27, மாரியம்மன் கோயில் தெரு, ஆக்கினாம்பட்டு, பாலூர், செய்யூர், செங்கல்பட்டு. (787, 820, 1132, 849)
entry-paragraph (787, 1468, 1132, 1503)
role-label: துணை அமைப்பாளர்கள் : (61, 1449, 180, 1460)
branch-heading: வேட்டகாரகுப்பம் கிளை–2 (524, 162, 675, 176)
subheading: பாக அமைப்பாளர்கள் : (545, 281, 654, 293)
ward-label: பாகம்–98 : (1147, 750, 1198, 761)
ward-label: பாகம் – 105 : (61, 1758, 125, 1769)
entry-paragraph (787, 362, 1132, 414)
entry-text: (1) கோ.விஷ்ணுபாரதி, 17, மலைமேட்டுத் தெரு, அடையாளச்சேரி, நெற்குணப்பட்டு, செய்யூர், செங்கல்பட்டு. (2) தே.சுதயகுமார், 7, கருமாரி அம்மன் கோயில் தெரு, அடையாளச்சேரி, நெற்குணப்பட்டு, செய்யூர், செங்கல்பட்டு. (3) தே.சூரியா, 7, கருமாரி அம்மன் கோயில் தெரு, அடையாளச்சேரி, நெற்குணப்பட்டு, செய்யூர், செங்கல்பட்டு. (427, 775, 772, 873)
role-label: அமைப்பாளர் : (427, 1004, 505, 1016)
role-label: அமைப்பாளர் : (61, 497, 132, 508)
branch-heading: கீழக்கொல்லை கிளை (175, 1387, 292, 1401)
ward-text: லி.நவீன்குமார், புது நடுக்குப்பம், தென் பட்டினம், முகையூர், செய்யூர், செங்கல்பட்டு. (1217, 447, 1487, 476)
role-label: துணை அமைப்பாளர்கள் : (427, 775, 547, 786)
panchayat-banner: கூவத்தூர் ஊராட்சி (99, 1227, 368, 1255)
ward-text: க.சரவ்னா, 25, புதிய தெரு, வேட்டகாரகுப்பம், செய்யூர், செங்கல்பட்டு. (497, 322, 751, 351)
entry-paragraph (1147, 631, 1492, 665)
column-1 (61, 118, 406, 2317)
entry-paragraph (1147, 1771, 1492, 1806)
ward-row (787, 1124, 1132, 1159)
ward-row (61, 1184, 406, 1218)
role-label: அமைப்பாளர் : (787, 820, 869, 832)
entry-paragraph (787, 1265, 1132, 1300)
entry-paragraph (787, 1508, 1132, 1560)
entry-paragraph (1147, 1008, 1492, 1043)
branch-heading: தட்டாம்பட்டு கிளை (545, 1640, 655, 1654)
entry-text: சி.ராஜசேகர், 28, செய்யூர் சாலை, அம்மனூர், செய்யூர், செங்கல்பட்டு. (787, 1863, 1132, 1892)
page-number-badge: 27 (1466, 56, 1517, 107)
ward-text: சி.சசிகுமார், வேட்டகாரகுப்பம், செய்யூர், செங்கல்பட்டு. (497, 301, 749, 313)
ward-row (787, 717, 1132, 751)
